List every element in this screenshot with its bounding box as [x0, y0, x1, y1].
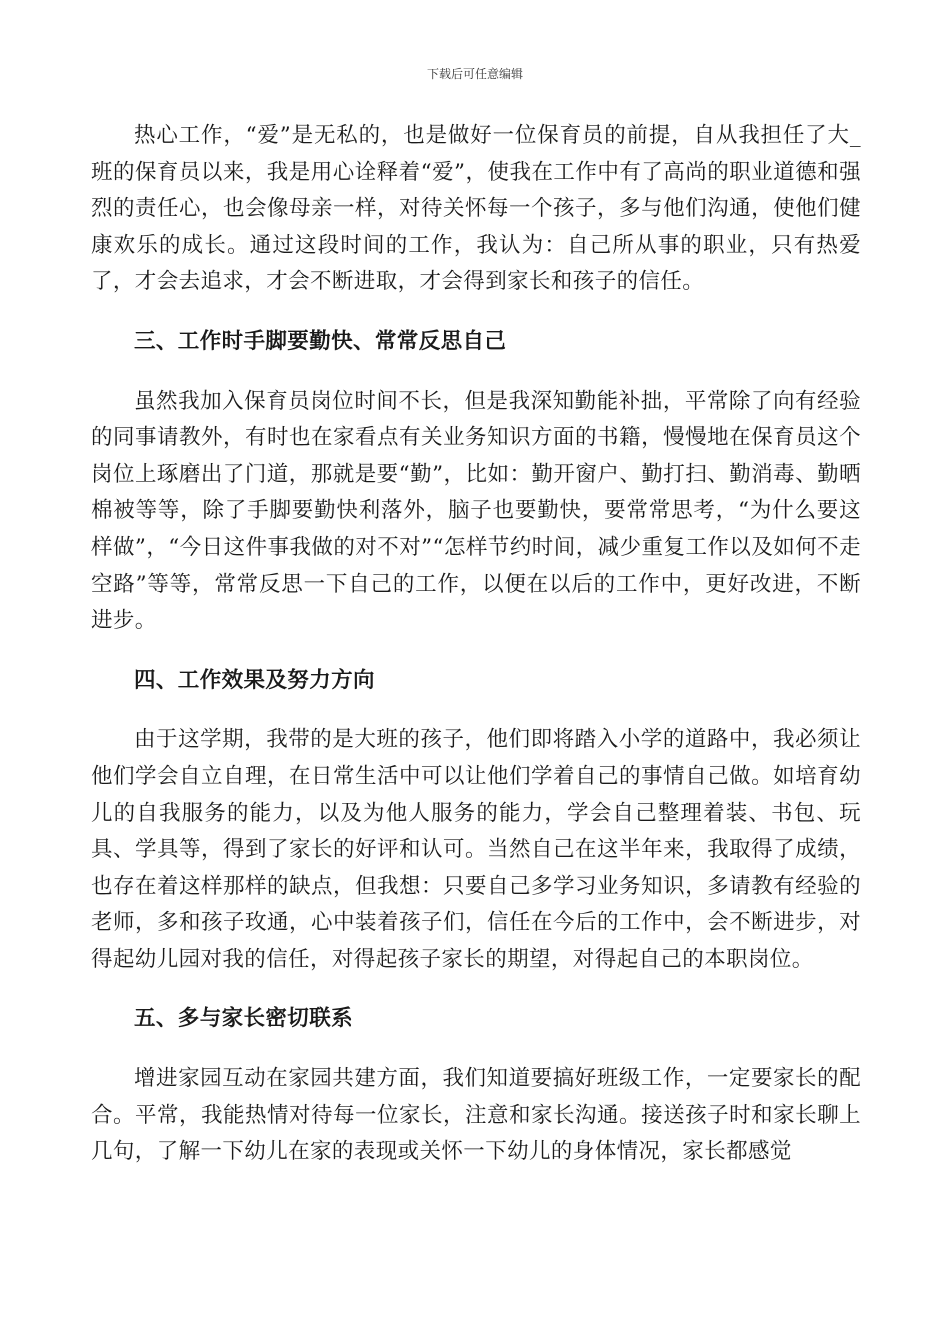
spacer [91, 361, 861, 384]
paragraph-results: 由于这学期，我带的是大班的孩子，他们即将踏入小学的道路中，我必须让他们学会自立自理，在日常生活中可以让他们学着自己的事情自己做。如培育幼儿的自我服务的能力，以及为他人服务的能力，学会自己整理着装、书包、玩具、学具等，得到了家长的好评和认可。当然自己在这半年来，我取得了成绩，也存在着这样那样的缺点，但我想：只要自己多学习业务知识，多请教有经验的老师，多和孩子玫通，心中装着孩子们，信任在今后的工作中，会不断进步，对得起幼儿园对我的信任，对得起孩子家长的期望，对得起自己的本职岗位。 [91, 727, 861, 972]
page-header-note: 下载后可任意编辑 [426, 67, 523, 81]
paragraph-love-work: 热心工作，“爱”是无私的，也是做好一位保育员的前提，自从我担任了大_班的保育员以来，我是用心诠释着“爱”，使我在工作中有了高尚的职业道德和强烈的责任心，也会像母亲一样，对待关怀每一个孩子，多与他们沟通，使他们健康欢乐的成长。通过这段时间的工作，我认为：自己所从事的职业，只有热爱了，才会去追求，才会不断进取，才会得到家长和孩子的信任。 [91, 123, 861, 295]
paragraph-parent-contact: 增进家园互动在家园共建方面，我们知道要搞好班级工作，一定要家长的配合。平常，我能热情对待每一位家长，注意和家长沟通。接送孩子时和家长聊上几句，了解一下幼儿在家的表现或关怀一下幼儿的身体情况，家长都感觉 [91, 1066, 861, 1165]
spacer [91, 301, 861, 324]
section-heading-5: 五、多与家长密切联系 [134, 1006, 354, 1032]
section-heading-4: 四、工作效果及努力方向 [134, 667, 375, 693]
document-body [91, 118, 861, 1171]
spacer [91, 699, 861, 722]
section-heading-3: 三、工作时手脚要勤快、常常反思自己 [134, 328, 507, 354]
spacer [91, 1038, 861, 1061]
paragraph-diligence: 虽然我加入保育员岗位时间不长，但是我深知勤能补拙，平常除了向有经验的同事请教外，有时也在家看点有关业务知识方面的书籍，慢慢地在保育员这个岗位上琢磨出了门道，那就是要“勤”，比如：勤开窗户、勤打扫、勤消毒、勤晒棉被等等，除了手脚要勤快利落外，脑子也要勤快，要常常思考，“为什么要这样做”，“今日这件事我做的对不对”“怎样节约时间，减少重复工作以及如何不走空路”等等，常常反思一下自己的工作，以便在以后的工作中，更好改进，不断进步。 [91, 388, 861, 634]
spacer [91, 978, 861, 1001]
spacer [91, 640, 861, 663]
